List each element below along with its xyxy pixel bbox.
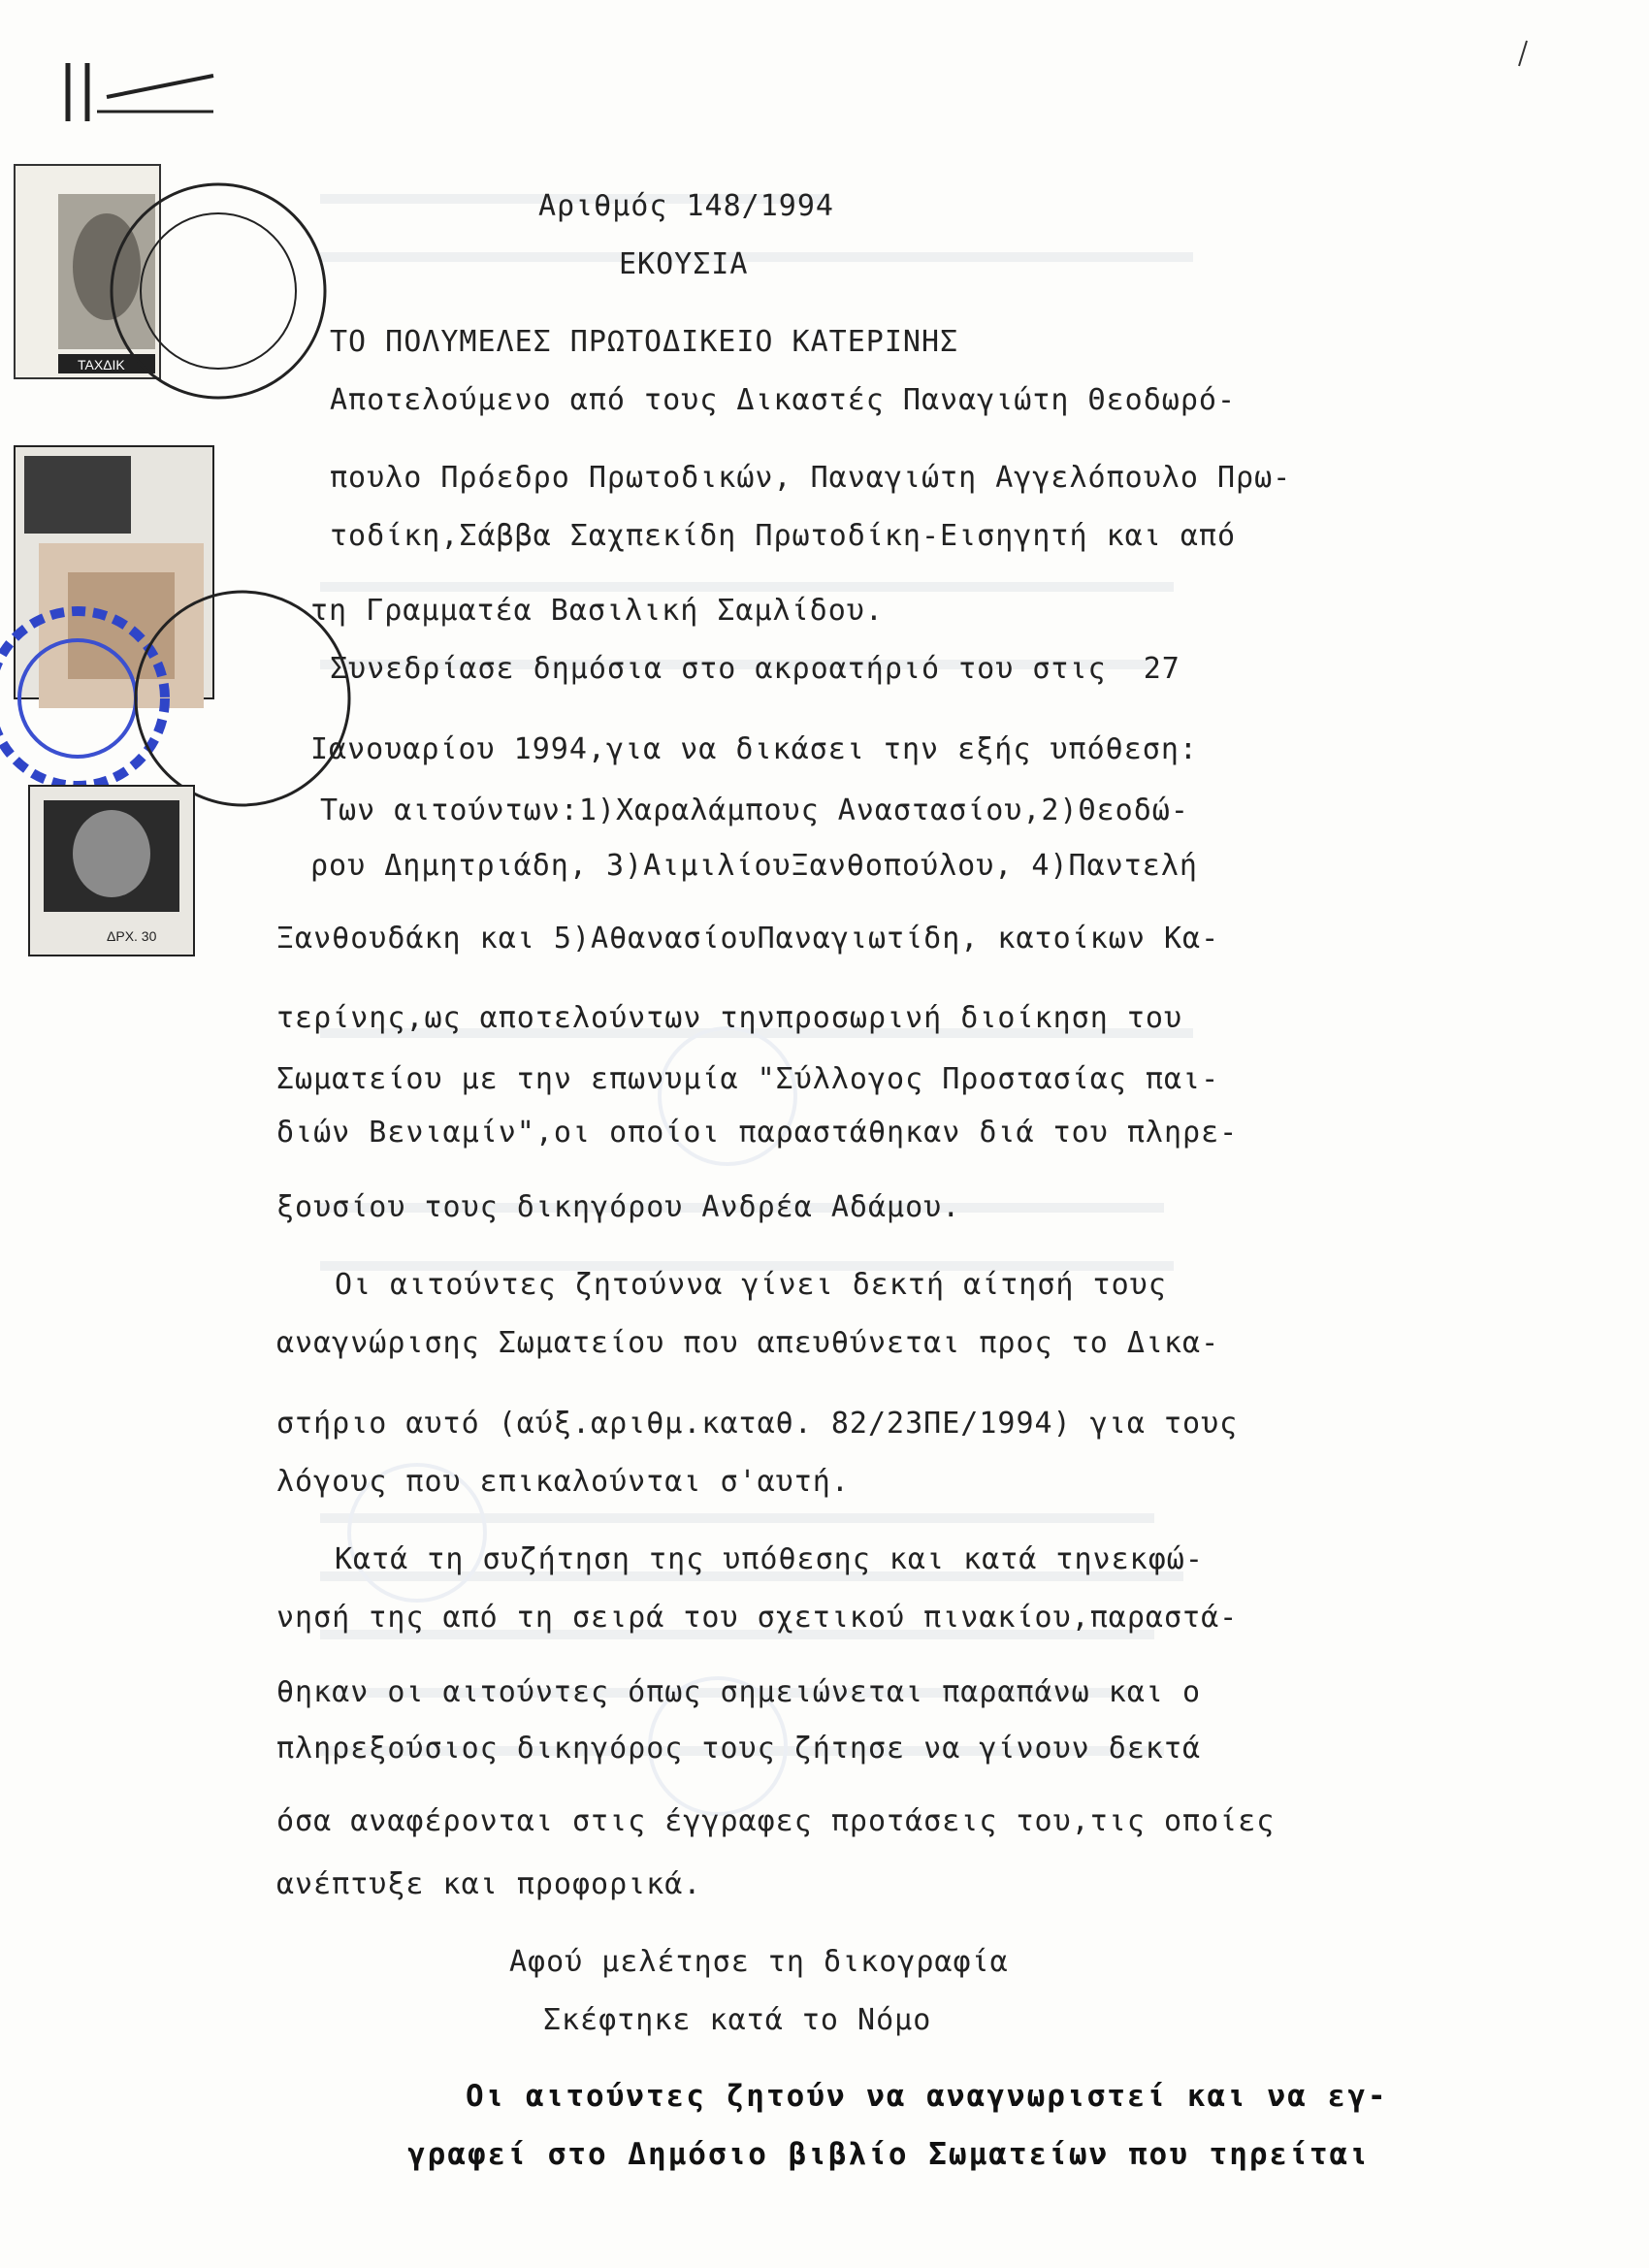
body-line: νησή της από τη σειρά του σχετικού πινακίου,παραστά- [276,1601,1239,1635]
pencil-mark-icon [1513,39,1533,68]
body-line: Συνεδρίασε δημόσια στο ακροατήριό του στις 27 [330,652,1180,686]
closing-line: Αφού μελέτησε τη δικογραφία [509,1945,1009,1979]
body-line: ξουσίου τους δικηγόρου Ανδρέα Αδάμου. [276,1190,961,1224]
body-line: Αποτελούμενο από τους Δικαστές Παναγιώτη Θεοδωρό- [330,383,1237,417]
body-line: Ξανθουδάκη και 5)ΑθανασίουΠαναγιωτίδη, κατοίκων Κα- [276,922,1220,956]
body-line: τερίνης,ως αποτελούντων τηνπροσωρινή διοίκηση του [276,1001,1183,1035]
body-line: διών Βενιαμίν",οι οποίοι παραστάθηκαν διά του πληρε- [276,1116,1239,1150]
body-line: ρου Δημητριάδη, 3)ΑιμιλίουΞανθοπούλου, 4)Παντελή [310,849,1198,883]
case-type: ΕΚΟΥΣΙΑ [619,247,749,281]
body-line: Οι αιτούντες ζητούννα γίνει δεκτή αίτησή τους [335,1268,1167,1302]
body-line: πουλο Πρόεδρο Πρωτοδικών, Παναγιώτη Αγγελόπουλο Πρω- [330,461,1292,495]
body-line: θηκαν οι αιτούντες όπως σημειώνεται παραπάνω και ο [276,1675,1202,1709]
svg-text:ΤΑΧΔΙΚ: ΤΑΧΔΙΚ [78,357,125,373]
bold-body-line: Οι αιτούντες ζητούν να αναγνωριστεί και να εγ- [466,2079,1388,2114]
body-line: Των αιτούντων:1)Χαραλάμπους Αναστασίου,2)Θεοδώ- [320,794,1189,827]
body-line: τη Γραμματέα Βασιλική Σαμλίδου. [310,594,884,628]
body-line: Ιανουαρίου 1994,για να δικάσει την εξής υπόθεση: [310,732,1198,766]
bold-body-line: γραφεί στο Δημόσιο βιβλίο Σωματείων που τηρείται [407,2137,1370,2172]
court-name: ΤΟ ΠΟΛΥΜΕΛΕΣ ΠΡΩΤΟΔΙΚΕΙΟ ΚΑΤΕΡΙΝΗΣ [330,325,959,359]
body-line: στήριο αυτό (αύξ.αριθμ.καταθ. 82/23ΠΕ/1994) για τους [276,1407,1239,1441]
hand-mark-icon [58,58,223,126]
body-line: πληρεξούσιος δικηγόρος τους ζήτησε να γίνουν δεκτά [276,1732,1202,1766]
body-line: Σωματείου με την επωνυμία "Σύλλογος Προστασίας παι- [276,1062,1220,1096]
body-line: ανέπτυξε και προφορικά. [276,1867,702,1901]
closing-line: Σκέφτηκε κατά το Νόμο [543,2003,932,2037]
body-line: τοδίκη,Σάββα Σαχπεκίδη Πρωτοδίκη-Εισηγητή και από [330,519,1237,553]
body-line: λόγους που επικαλούνται σ'αυτή. [276,1465,850,1499]
body-line: Κατά τη συζήτηση της υπόθεσης και κατά τηνεκφώ- [335,1542,1204,1576]
body-line: αναγνώρισης Σωματείου που απευθύνεται προς το Δικα- [276,1326,1220,1360]
svg-text:ΔΡΧ. 30: ΔΡΧ. 30 [107,928,157,944]
case-number: Αριθμός 148/1994 [538,189,834,223]
body-line: όσα αναφέρονται στις έγγραφες προτάσεις του,τις οποίες [276,1804,1276,1838]
